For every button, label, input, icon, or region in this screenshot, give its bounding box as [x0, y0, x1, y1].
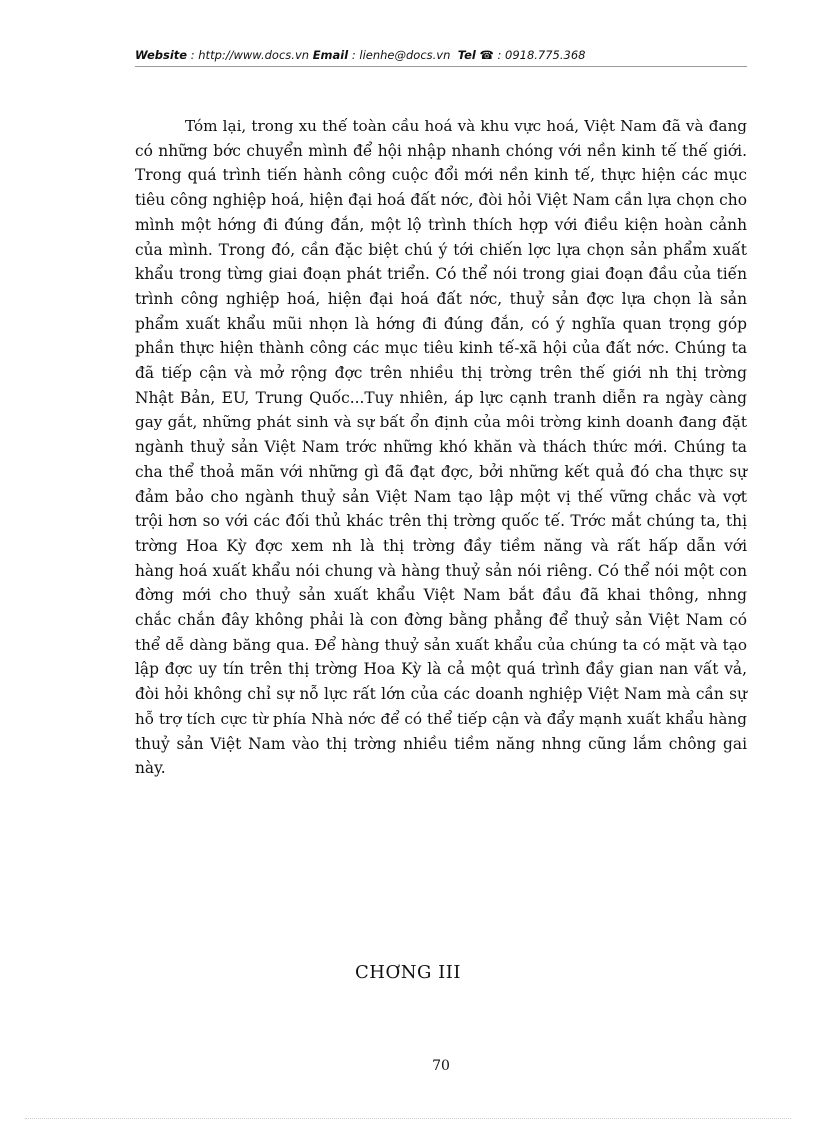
paragraph-line: trội hơn so với các đối thủ khác trên thị trờng quốc tế. Trớc mắt chúng ta, thị	[135, 512, 747, 531]
paragraph-line: mình một hớng đi đúng đắn, một lộ trình thích hợp với điều kiện hoàn cảnh	[135, 215, 747, 234]
paragraph-line: có những bớc chuyển mình để hội nhập nhanh chóng với nền kinh tế thế giới.	[135, 141, 747, 160]
paragraph-line: thể dễ dàng băng qua. Để hàng thuỷ sản xuất khẩu của chúng ta có mặt và tạo	[135, 635, 747, 654]
page-number: 70	[432, 1058, 450, 1074]
tel-number: 0918.775.368	[505, 48, 586, 62]
tel-label: Tel	[457, 48, 476, 62]
body-paragraph	[135, 114, 747, 781]
paragraph-line: ngành thuỷ sản Việt Nam trớc những khó khăn và thách thức mới. Chúng ta	[135, 438, 747, 457]
paragraph-line: chắc chắn đây không phải là con đờng bằng phẳng để thuỷ sản Việt Nam có	[135, 611, 747, 630]
paragraph-line: của mình. Trong đó, cần đặc biệt chú ý tới chiến lợc lựa chọn sản phẩm xuất	[135, 240, 747, 259]
website-separator: :	[187, 48, 199, 62]
paragraph-line: khẩu trong từng giai đoạn phát triển. Có thể nói trong giai đoạn đầu của tiến	[135, 265, 747, 284]
paragraph-line: lập đợc uy tín trên thị trờng Hoa Kỳ là cả một quá trình đầy gian nan vất vả,	[135, 660, 747, 679]
paragraph-line: gay gắt, những phát sinh và sự bất ổn định của môi trờng kinh doanh đang đặt	[135, 413, 747, 432]
email-address-link[interactable]: lienhe@docs.vn	[359, 48, 451, 62]
website-url-link[interactable]: http://www.docs.vn	[198, 48, 310, 62]
paragraph-line: tiêu công nghiệp hoá, hiện đại hoá đất nớc, đòi hỏi Việt Nam cần lựa chọn cho	[135, 191, 747, 210]
paragraph-line: trờng Hoa Kỳ đợc xem nh là thị trờng đầy tiềm năng và rất hấp dẫn với	[135, 536, 747, 555]
paragraph-line: đòi hỏi không chỉ sự nỗ lực rất lớn của các doanh nghiệp Việt Nam mà cần sự	[135, 685, 747, 704]
email-separator: :	[348, 48, 360, 62]
paragraph-line: Tóm lại, trong xu thế toàn cầu hoá và khu vực hoá, Việt Nam đã và đang	[185, 117, 747, 135]
paragraph-line: phẩm xuất khẩu mũi nhọn là hớng đi đúng đắn, có ý nghĩa quan trọng góp	[135, 314, 747, 333]
paragraph-line: đờng mới cho thuỷ sản xuất khẩu Việt Nam bắt đầu đã khai thông, nhng	[135, 586, 747, 605]
bottom-divider	[25, 1118, 791, 1119]
paragraph-line: trình công nghiệp hoá, hiện đại hoá đất nớc, thuỷ sản đợc lựa chọn là sản	[135, 289, 747, 308]
paragraph-line: Trong quá trình tiến hành công cuộc đổi mới nền kinh tế, thực hiện các mục	[135, 166, 747, 185]
paragraph-line: hàng hoá xuất khẩu nói chung và hàng thuỷ sản nói riêng. Có thể nói một con	[135, 561, 747, 580]
paragraph-line: đảm bảo cho ngành thuỷ sản Việt Nam tạo lập một vị thế vững chắc và vợt	[135, 487, 747, 506]
paragraph-line: hỗ trợ tích cực từ phía Nhà nớc để có thể tiếp cận và đẩy mạnh xuất khẩu hàng	[135, 709, 747, 728]
tel-separator: :	[493, 48, 505, 62]
telephone-icon: ☎	[479, 48, 494, 62]
paragraph-line: cha thể thoả mãn với những gì đã đạt đợc, bởi những kết quả đó cha thực sự	[135, 462, 747, 481]
email-label: Email	[312, 48, 349, 62]
page-header	[135, 48, 747, 62]
paragraph-line: Nhật Bản, EU, Trung Quốc...Tuy nhiên, áp lực cạnh tranh diễn ra ngày càng	[135, 388, 747, 407]
header-divider	[135, 66, 747, 67]
paragraph-line: thuỷ sản Việt Nam vào thị trờng nhiều tiềm năng nhng cũng lắm chông gai	[135, 734, 747, 753]
chapter-heading: CHƠNG III	[355, 962, 461, 983]
paragraph-line: đã tiếp cận và mở rộng đợc trên nhiều thị trờng trên thế giới nh thị trờng	[135, 364, 747, 383]
paragraph-line: này.	[135, 759, 166, 778]
website-label: Website	[135, 48, 188, 62]
paragraph-line: phần thực hiện thành công các mục tiêu kinh tế-xã hội của đất nớc. Chúng ta	[135, 339, 747, 358]
